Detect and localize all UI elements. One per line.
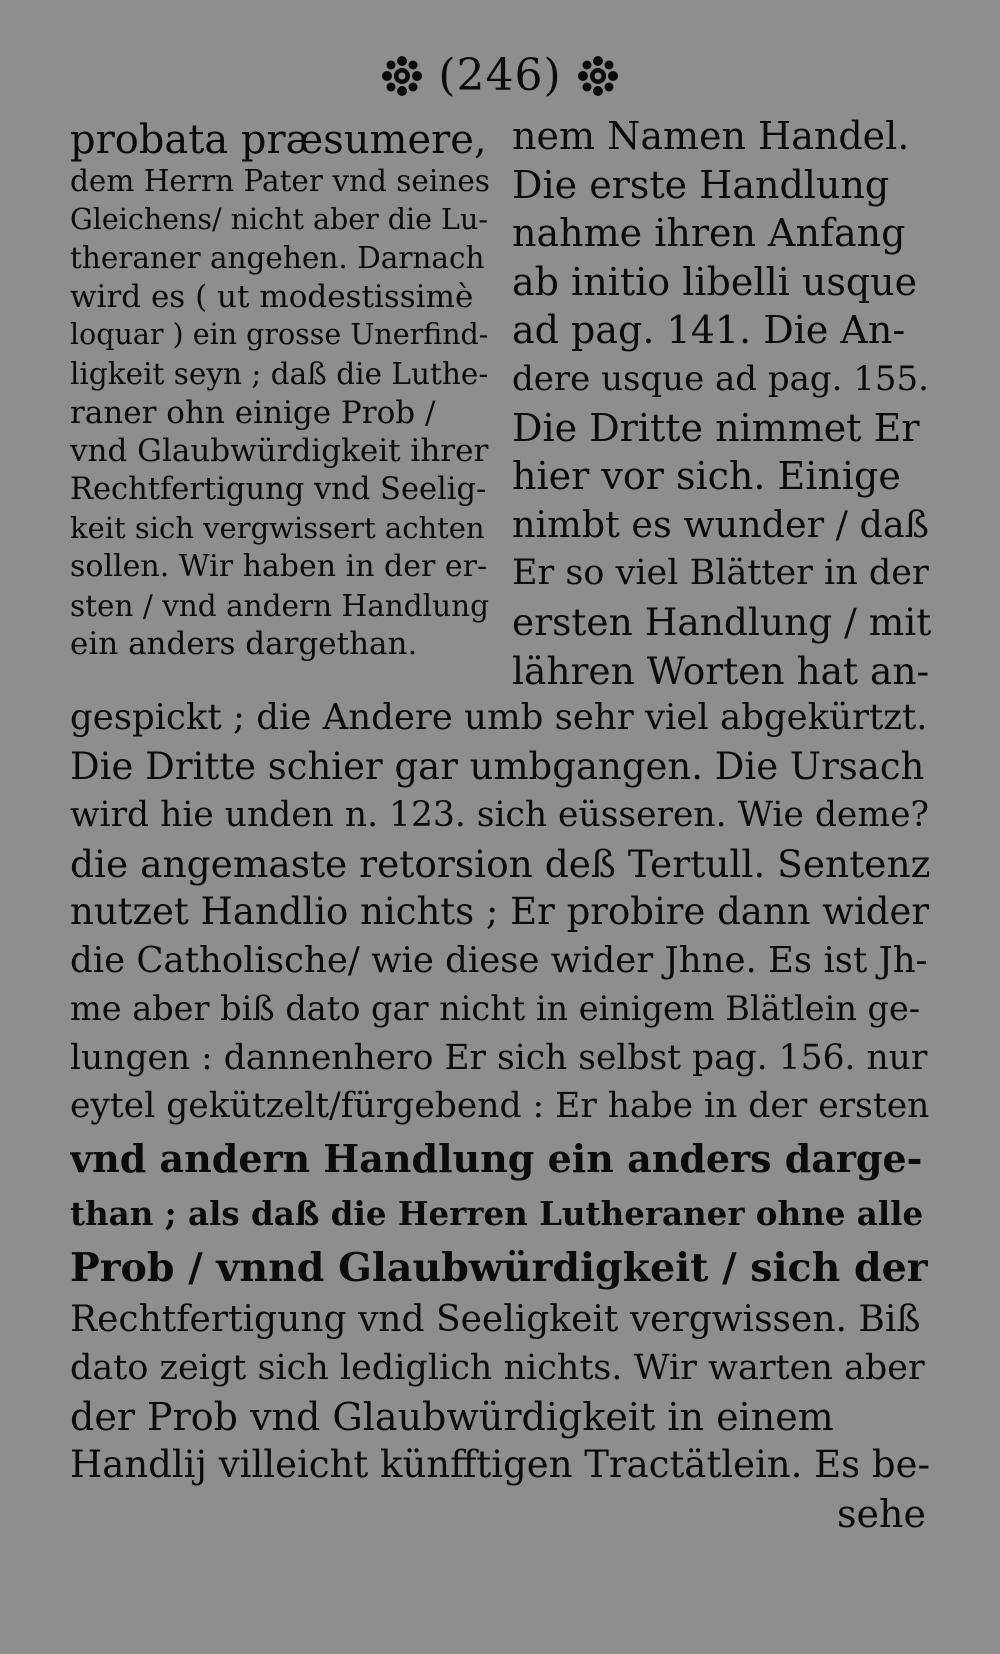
text-line: die angemaste retorsion deß Tertull. Sentenz [70,841,930,886]
text-line: nutzet Handlio nichts ; Er probire dann wider [70,890,930,933]
text-line: me aber biß dato gar nicht in einigem Blätlein ge- [70,989,921,1028]
text-line: lähren Worten hat an- [512,648,930,693]
text-line: hier vor sich. Einige [512,454,901,499]
text-line: sollen. Wir haben in der er- [70,548,488,584]
text-line: Handlij villeicht künfftigen Tractätlein. Es be- [70,1443,930,1486]
text-line: gespickt ; die Andere umb sehr viel abgekürtzt. [70,697,928,738]
text-line: sten / vnd andern Handlung [70,588,489,623]
full-width-text [70,694,930,1538]
text-line: raner ohn einige Prob / [70,394,436,431]
text-line: eytel gekützelt/fürgebend : Er habe in der ersten [70,1086,930,1126]
text-line: nimbt es wunder / daß [512,502,930,546]
text-line: theraner angehen. Darnach [70,241,485,276]
text-line: wird es ( ut modestissimè [70,278,474,315]
text-line: Gleichens/ nicht aber die Lu- [70,202,488,236]
text-line: loquar ) ein grosse Unerfind- [70,318,489,352]
text-line: ad pag. 141. Die An- [512,308,906,353]
text-line: Die Dritte schier gar umbgangen. Die Ursach [70,744,925,788]
text-line: Prob / vnnd Glaubwürdigkeit / sich der [70,1244,928,1291]
text-line: der Prob vnd Glaubwürdigkeit in einem [70,1394,834,1439]
text-line: Rechtfertigung vnd Seelig- [70,471,487,507]
text-line: than ; als daß die Herren Lutheraner ohne alle [70,1193,924,1233]
floral-ornament-icon [380,54,424,98]
text-line: ein anders dargethan. [70,626,418,663]
text-line: vnd Glaubwürdigkeit ihrer [70,433,489,470]
page-number: (246) [438,50,562,101]
text-line: dere usque ad pag. 155. [512,358,929,399]
text-line: keit sich vergwissert achten [70,511,485,546]
text-line: ersten Handlung / mit [512,599,932,644]
left-column [70,118,490,664]
page-header [0,50,1000,101]
text-line: Er so viel Blätter in der [512,553,929,594]
text-line: Die erste Handlung [512,162,890,207]
text-line: ab initio libelli usque [512,259,918,304]
text-line: Die Dritte nimmet Er [512,405,920,450]
text-line: ligkeit seyn ; daß die Luthe- [70,356,489,391]
text-line: probata præsumere, [70,118,487,162]
text-line: dem Herrn Pater vnd seines [70,164,490,198]
text-line: nem Namen Handel. [512,114,910,158]
text-line: wird hie unden n. 123. sich eüsseren. Wie deme? [70,795,929,835]
text-line: Rechtfertigung vnd Seeligkeit vergwissen. Biß [70,1298,921,1340]
text-line: vnd andern Handlung ein anders darge- [70,1135,923,1181]
text-line: die Catholische/ wie diese wider Jhne. Es ist Jh- [70,939,928,981]
right-column [512,112,932,695]
text-line: nahme ihren Anfang [512,211,906,256]
floral-ornament-icon [576,54,620,98]
text-line: dato zeigt sich lediglich nichts. Wir warten aber [70,1348,925,1388]
catchword: sehe [837,1491,926,1536]
text-line: lungen : dannenhero Er sich selbst pag. 156. nur [70,1037,928,1078]
